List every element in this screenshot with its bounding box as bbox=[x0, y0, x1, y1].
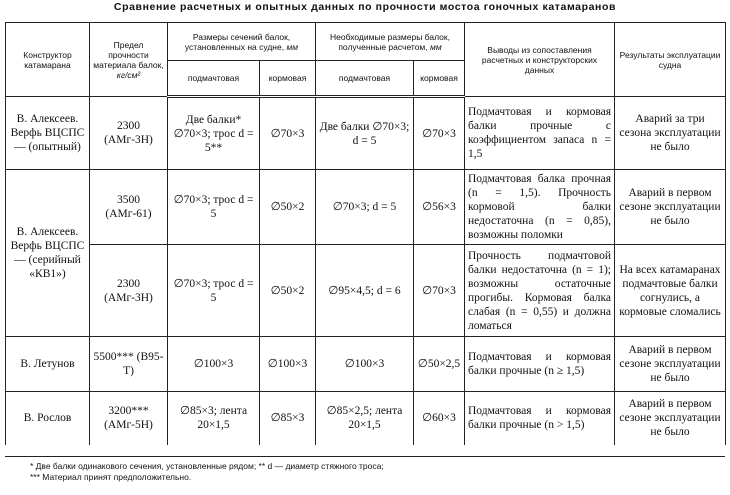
cell-required-mast: ∅95×4,5; d = 6 bbox=[316, 245, 414, 337]
cell-designer: В. Алексеев. Верфь ВЦСПС — (опытный) bbox=[6, 97, 90, 170]
header-installed: Размеры сечений балок, установленных на судне, мм bbox=[168, 23, 316, 61]
cell-result: Аварий за три сезона эксплуатации не было bbox=[615, 97, 726, 170]
cell-installed-mast: ∅70×3; трос d = 5 bbox=[168, 170, 260, 245]
subheader-required-mast: подмачтовая bbox=[316, 61, 414, 97]
cell-strength: 3500 (АМг-61) bbox=[90, 170, 168, 245]
header-required: Необходимые размеры балок, полученные расчетом, мм bbox=[316, 23, 465, 61]
cell-designer: В. Алексеев. Верфь ВЦСПС — (серийный «КВ1») bbox=[6, 170, 90, 337]
cell-designer: В. Рослов bbox=[6, 392, 90, 445]
cell-required-stern: ∅50×2,5 bbox=[414, 337, 465, 392]
subheader-installed-stern: кормовая bbox=[260, 61, 316, 97]
cell-strength: 5500*** (В95-Т) bbox=[90, 337, 168, 392]
header-row bbox=[6, 23, 726, 61]
cell-installed-stern: ∅85×3 bbox=[260, 392, 316, 445]
subheader-installed-mast: подмачтовая bbox=[168, 61, 260, 97]
table-row bbox=[6, 392, 726, 445]
cell-installed-mast: ∅100×3 bbox=[168, 337, 260, 392]
cell-result: Аварий в первом сезоне эксплуатации не было bbox=[615, 337, 726, 392]
cell-designer: В. Летунов bbox=[6, 337, 90, 392]
footnote-divider bbox=[5, 456, 725, 457]
cell-installed-stern: ∅50×2 bbox=[260, 245, 316, 337]
cell-required-stern: ∅60×3 bbox=[414, 392, 465, 445]
footnote-1: * Две балки одинакового сечения, установленные рядом; ** d — диаметр стяжного троса; bbox=[30, 461, 384, 471]
cell-result: На всех катамаранах подмачтовые балки согнулись, а кормовые сломались bbox=[615, 245, 726, 337]
table-row bbox=[6, 337, 726, 392]
cell-installed-mast: ∅85×3; лента 20×1,5 bbox=[168, 392, 260, 445]
table-row bbox=[6, 170, 726, 245]
header-conclusions: Выводы из сопоставления расчетных и конструкторских данных bbox=[465, 23, 615, 97]
cell-conclusion: Прочность подмачтовой балки недостаточна (n = 1); возможны остаточные прогибы. Кормовая балка слабая (n = 0,55) и должна ломаться bbox=[465, 245, 615, 337]
table-title: Сравнение расчетных и опытных данных по прочности мостоа гоночных катамаранов bbox=[113, 1, 617, 13]
cell-conclusion: Подмачтовая и кормовая балки прочные (n > 1,5) bbox=[465, 392, 615, 445]
footnote-2: *** Материал принят предположительно. bbox=[30, 472, 192, 482]
cell-result: Аварий в первом сезоне эксплуатации не было bbox=[615, 170, 726, 245]
cell-strength: 2300 (АМг-3Н) bbox=[90, 245, 168, 337]
footnotes bbox=[30, 461, 720, 483]
cell-conclusion: Подмачтовая и кормовая балки прочные (n ≥ 1,5) bbox=[465, 337, 615, 392]
cell-installed-stern: ∅70×3 bbox=[260, 97, 316, 170]
cell-strength: 2300 (АМг-3Н) bbox=[90, 97, 168, 170]
cell-installed-stern: ∅100×3 bbox=[260, 337, 316, 392]
cell-installed-stern: ∅50×2 bbox=[260, 170, 316, 245]
cell-conclusion: Подмачтовая и кормовая балки прочные с коэффициентом запаса n = 1,5 bbox=[465, 97, 615, 170]
subheader-required-stern: кормовая bbox=[414, 61, 465, 97]
header-results: Результаты эксплуатации судна bbox=[615, 23, 726, 97]
cell-required-mast: ∅85×2,5; лента 20×1,5 bbox=[316, 392, 414, 445]
cell-required-mast: ∅100×3 bbox=[316, 337, 414, 392]
header-designer: Конструктор катамарана bbox=[6, 23, 90, 97]
table-row bbox=[6, 97, 726, 170]
cell-required-mast: Две балки ∅70×3; d = 5 bbox=[316, 97, 414, 170]
cell-strength: 3200*** (АМг-5Н) bbox=[90, 392, 168, 445]
cell-required-stern: ∅70×3 bbox=[414, 97, 465, 170]
table-row bbox=[6, 245, 726, 337]
cell-result: Аварий в первом сезоне эксплуатации не было bbox=[615, 392, 726, 445]
header-strength: Предел прочности материала балок, кг/см² bbox=[90, 23, 168, 97]
cell-installed-mast: ∅70×3; трос d = 5 bbox=[168, 245, 260, 337]
cell-required-stern: ∅70×3 bbox=[414, 245, 465, 337]
cell-conclusion: Подмачтовая балка прочная (n = 1,5). Прочность кормовой балки недостаточна (n = 0,85), возможны поломки bbox=[465, 170, 615, 245]
cell-installed-mast: Две балки* ∅70×3; трос d = 5** bbox=[168, 97, 260, 170]
cell-required-stern: ∅56×3 bbox=[414, 170, 465, 245]
cell-required-mast: ∅70×3; d = 5 bbox=[316, 170, 414, 245]
comparison-table bbox=[5, 22, 726, 445]
